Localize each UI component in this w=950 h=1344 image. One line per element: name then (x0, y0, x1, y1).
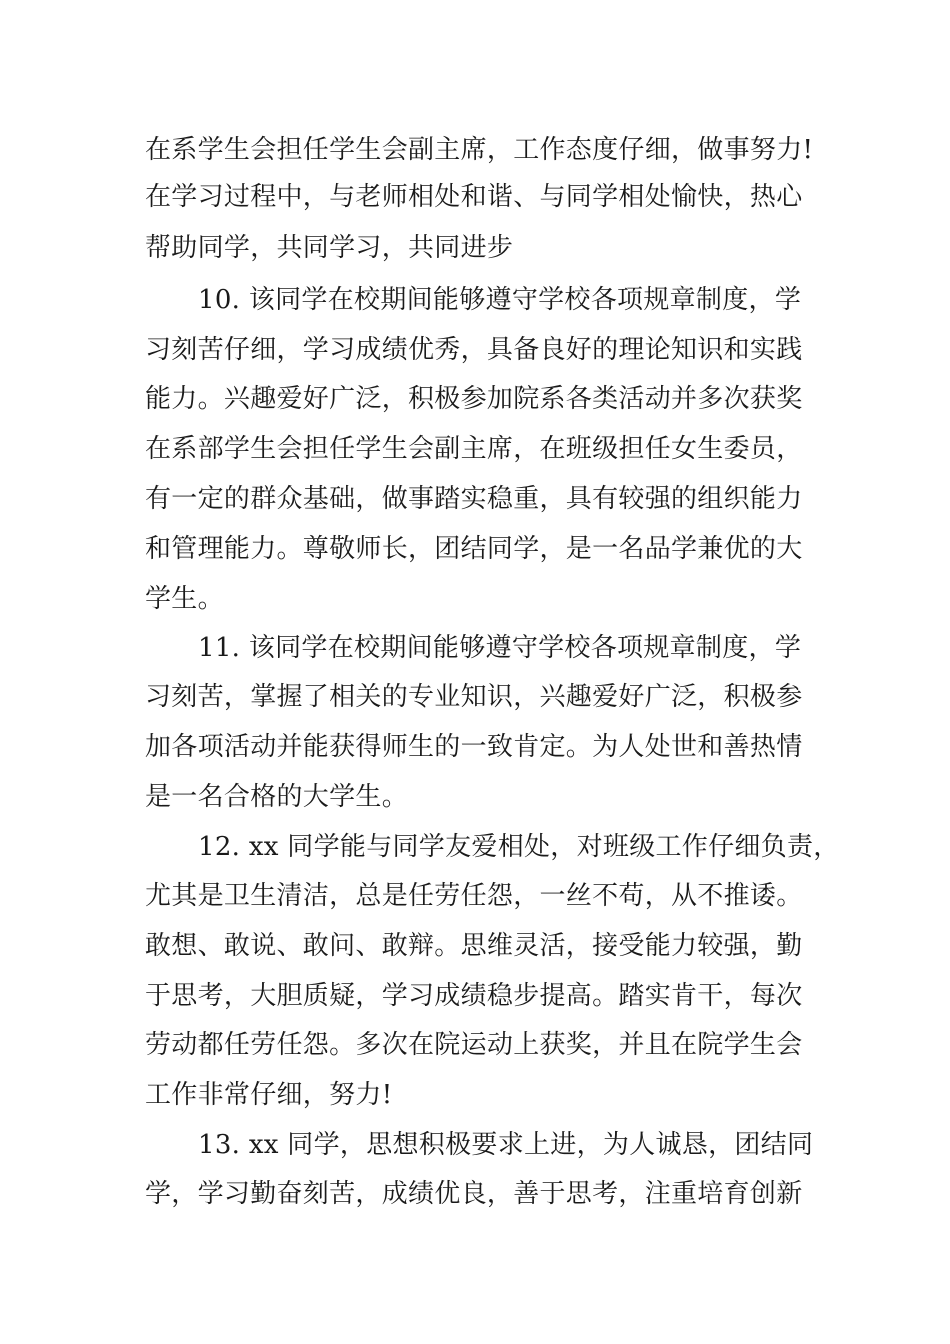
text-line: 能力。兴趣爱好广泛，积极参加院系各类活动并多次获奖 (145, 384, 803, 414)
text-line: 于思考，大胆质疑，学习成绩稳步提高。踏实肯干，每次 (145, 981, 803, 1011)
text-line: 敢想、敢说、敢问、敢辩。思维灵活，接受能力较强，勤 (145, 931, 803, 961)
text-line: 在系学生会担任学生会副主席，工作态度仔细，做事努力! (145, 135, 814, 165)
text-line: 在系部学生会担任学生会副主席，在班级担任女生委员， (145, 434, 803, 464)
paragraph-13-first-line: 13. xx 同学，思想积极要求上进，为人诚恳，团结同 (198, 1130, 814, 1160)
paragraph-12-first-line: 12. xx 同学能与同学友爱相处，对班级工作仔细负责， (198, 832, 840, 862)
paragraph-11-first-line: 11. 该同学在校期间能够遵守学校各项规章制度，学 (198, 633, 802, 663)
text-line: 是一名合格的大学生。 (145, 782, 409, 812)
text-line: 和管理能力。尊敬师长，团结同学，是一名品学兼优的大 (145, 534, 803, 564)
text-line: 劳动都任劳任怨。多次在院运动上获奖，并且在院学生会 (145, 1030, 803, 1060)
paragraph-10-first-line: 10. 该同学在校期间能够遵守学校各项规章制度，学 (198, 285, 802, 315)
text-line: 尤其是卫生清洁，总是任劳任怨，一丝不苟，从不推诿。 (145, 881, 803, 911)
text-line: 习刻苦，掌握了相关的专业知识，兴趣爱好广泛，积极参 (145, 682, 803, 712)
text-line: 工作非常仔细，努力! (145, 1080, 393, 1110)
text-line: 学，学习勤奋刻苦，成绩优良，善于思考，注重培育创新 (145, 1179, 803, 1209)
text-line: 习刻苦仔细，学习成绩优秀，具备良好的理论知识和实践 (145, 335, 803, 365)
text-line: 帮助同学，共同学习，共同进步 (145, 233, 514, 263)
text-line: 有一定的群众基础，做事踏实稳重，具有较强的组织能力 (145, 484, 803, 514)
text-line: 加各项活动并能获得师生的一致肯定。为人处世和善热情 (145, 732, 803, 762)
text-line: 学生。 (145, 584, 224, 614)
text-line: 在学习过程中，与老师相处和谐、与同学相处愉快，热心 (145, 182, 803, 212)
